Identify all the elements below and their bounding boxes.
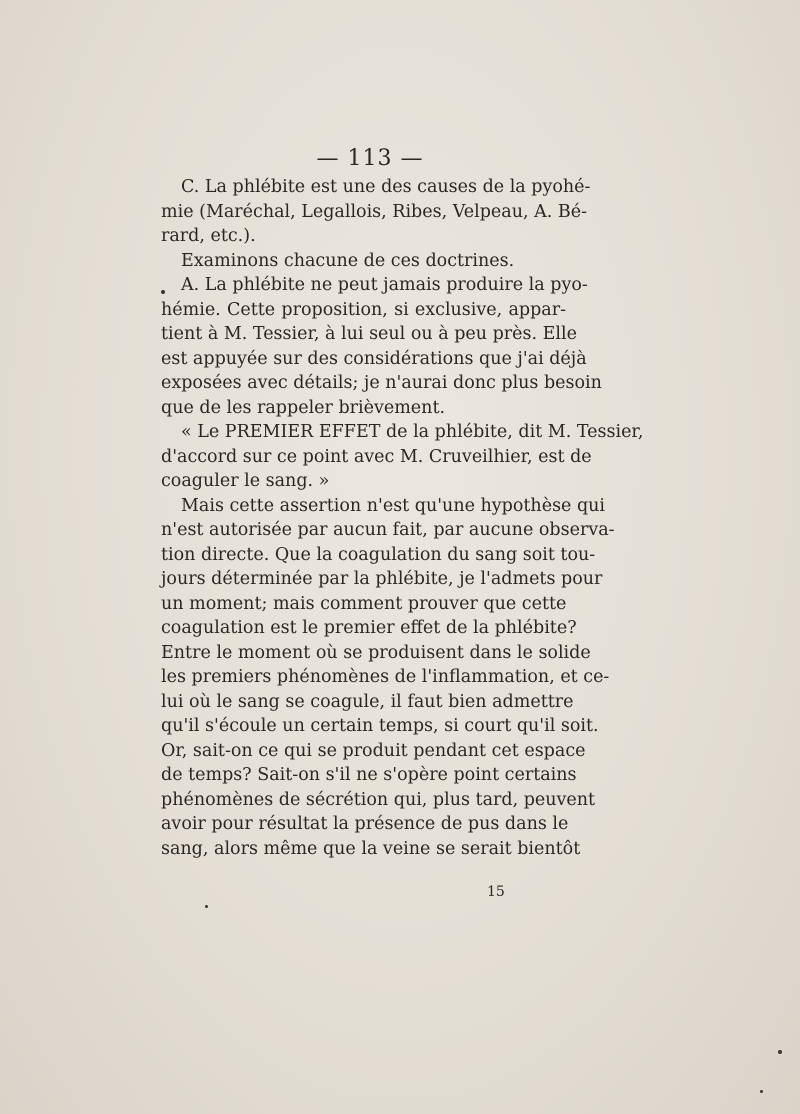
text-line: coaguler le sang. » <box>161 471 330 491</box>
text-line: jours déterminée par la phlébite, je l'admets pour <box>161 569 603 589</box>
text-line: tient à M. Tessier, à lui seul ou à peu près. Elle <box>161 324 577 344</box>
text-line: les premiers phénomènes de l'inflammation, et ce- <box>161 667 610 687</box>
text-line: d'accord sur ce point avec M. Cruveilhier, est de <box>161 446 592 467</box>
text-line: qu'il s'écoule un certain temps, si court qu'il soit. <box>161 716 599 736</box>
text-line: que de les rappeler brièvement. <box>161 397 446 418</box>
text-line: rard, etc.). <box>161 226 256 246</box>
page-number: — 113 — <box>316 146 424 171</box>
ink-speck <box>778 1050 782 1054</box>
text-line: de temps? Sait-on s'il ne s'opère point certains <box>161 765 577 785</box>
text-line: exposées avec détails; je n'aurai donc plus besoin <box>161 373 602 393</box>
text-line: Entre le moment où se produisent dans le solide <box>161 642 591 663</box>
text-line: lui où le sang se coagule, il faut bien admettre <box>161 691 574 712</box>
text-line: coagulation est le premier effet de la phlébite? <box>161 618 577 638</box>
text-line: tion directe. Que la coagulation du sang soit tou- <box>161 544 596 565</box>
text-line: C. La phlébite est une des causes de la pyohé- <box>181 177 591 197</box>
text-line: un moment; mais comment prouver que cette <box>161 593 567 614</box>
ink-speck <box>205 905 208 908</box>
body-text <box>161 175 644 861</box>
text-line: sang, alors même que la veine se serait bientôt <box>161 838 581 859</box>
text-line: Examinons chacune de ces doctrines. <box>181 250 515 271</box>
text-line: A. La phlébite ne peut jamais produire la pyo- <box>181 275 588 295</box>
text-line: est appuyée sur des considérations que j'ai déjà <box>161 348 587 369</box>
text-line: « Le PREMIER EFFET de la phlébite, dit M. Tessier, <box>181 422 644 442</box>
text-line: n'est autorisée par aucun fait, par aucune observa- <box>161 520 615 540</box>
text-line: Mais cette assertion n'est qu'une hypothèse qui <box>181 495 606 516</box>
text-line: hémie. Cette proposition, si exclusive, appar- <box>161 299 566 320</box>
text-line: mie (Maréchal, Legallois, Ribes, Velpeau, A. Bé- <box>161 201 587 222</box>
ink-speck <box>161 290 165 294</box>
text-line: phénomènes de sécrétion qui, plus tard, peuvent <box>161 789 596 810</box>
signature-mark: 15 <box>487 884 505 900</box>
text-line: Or, sait-on ce qui se produit pendant cet espace <box>161 740 586 761</box>
text-line: avoir pour résultat la présence de pus dans le <box>161 814 569 834</box>
ink-speck <box>760 1090 763 1093</box>
